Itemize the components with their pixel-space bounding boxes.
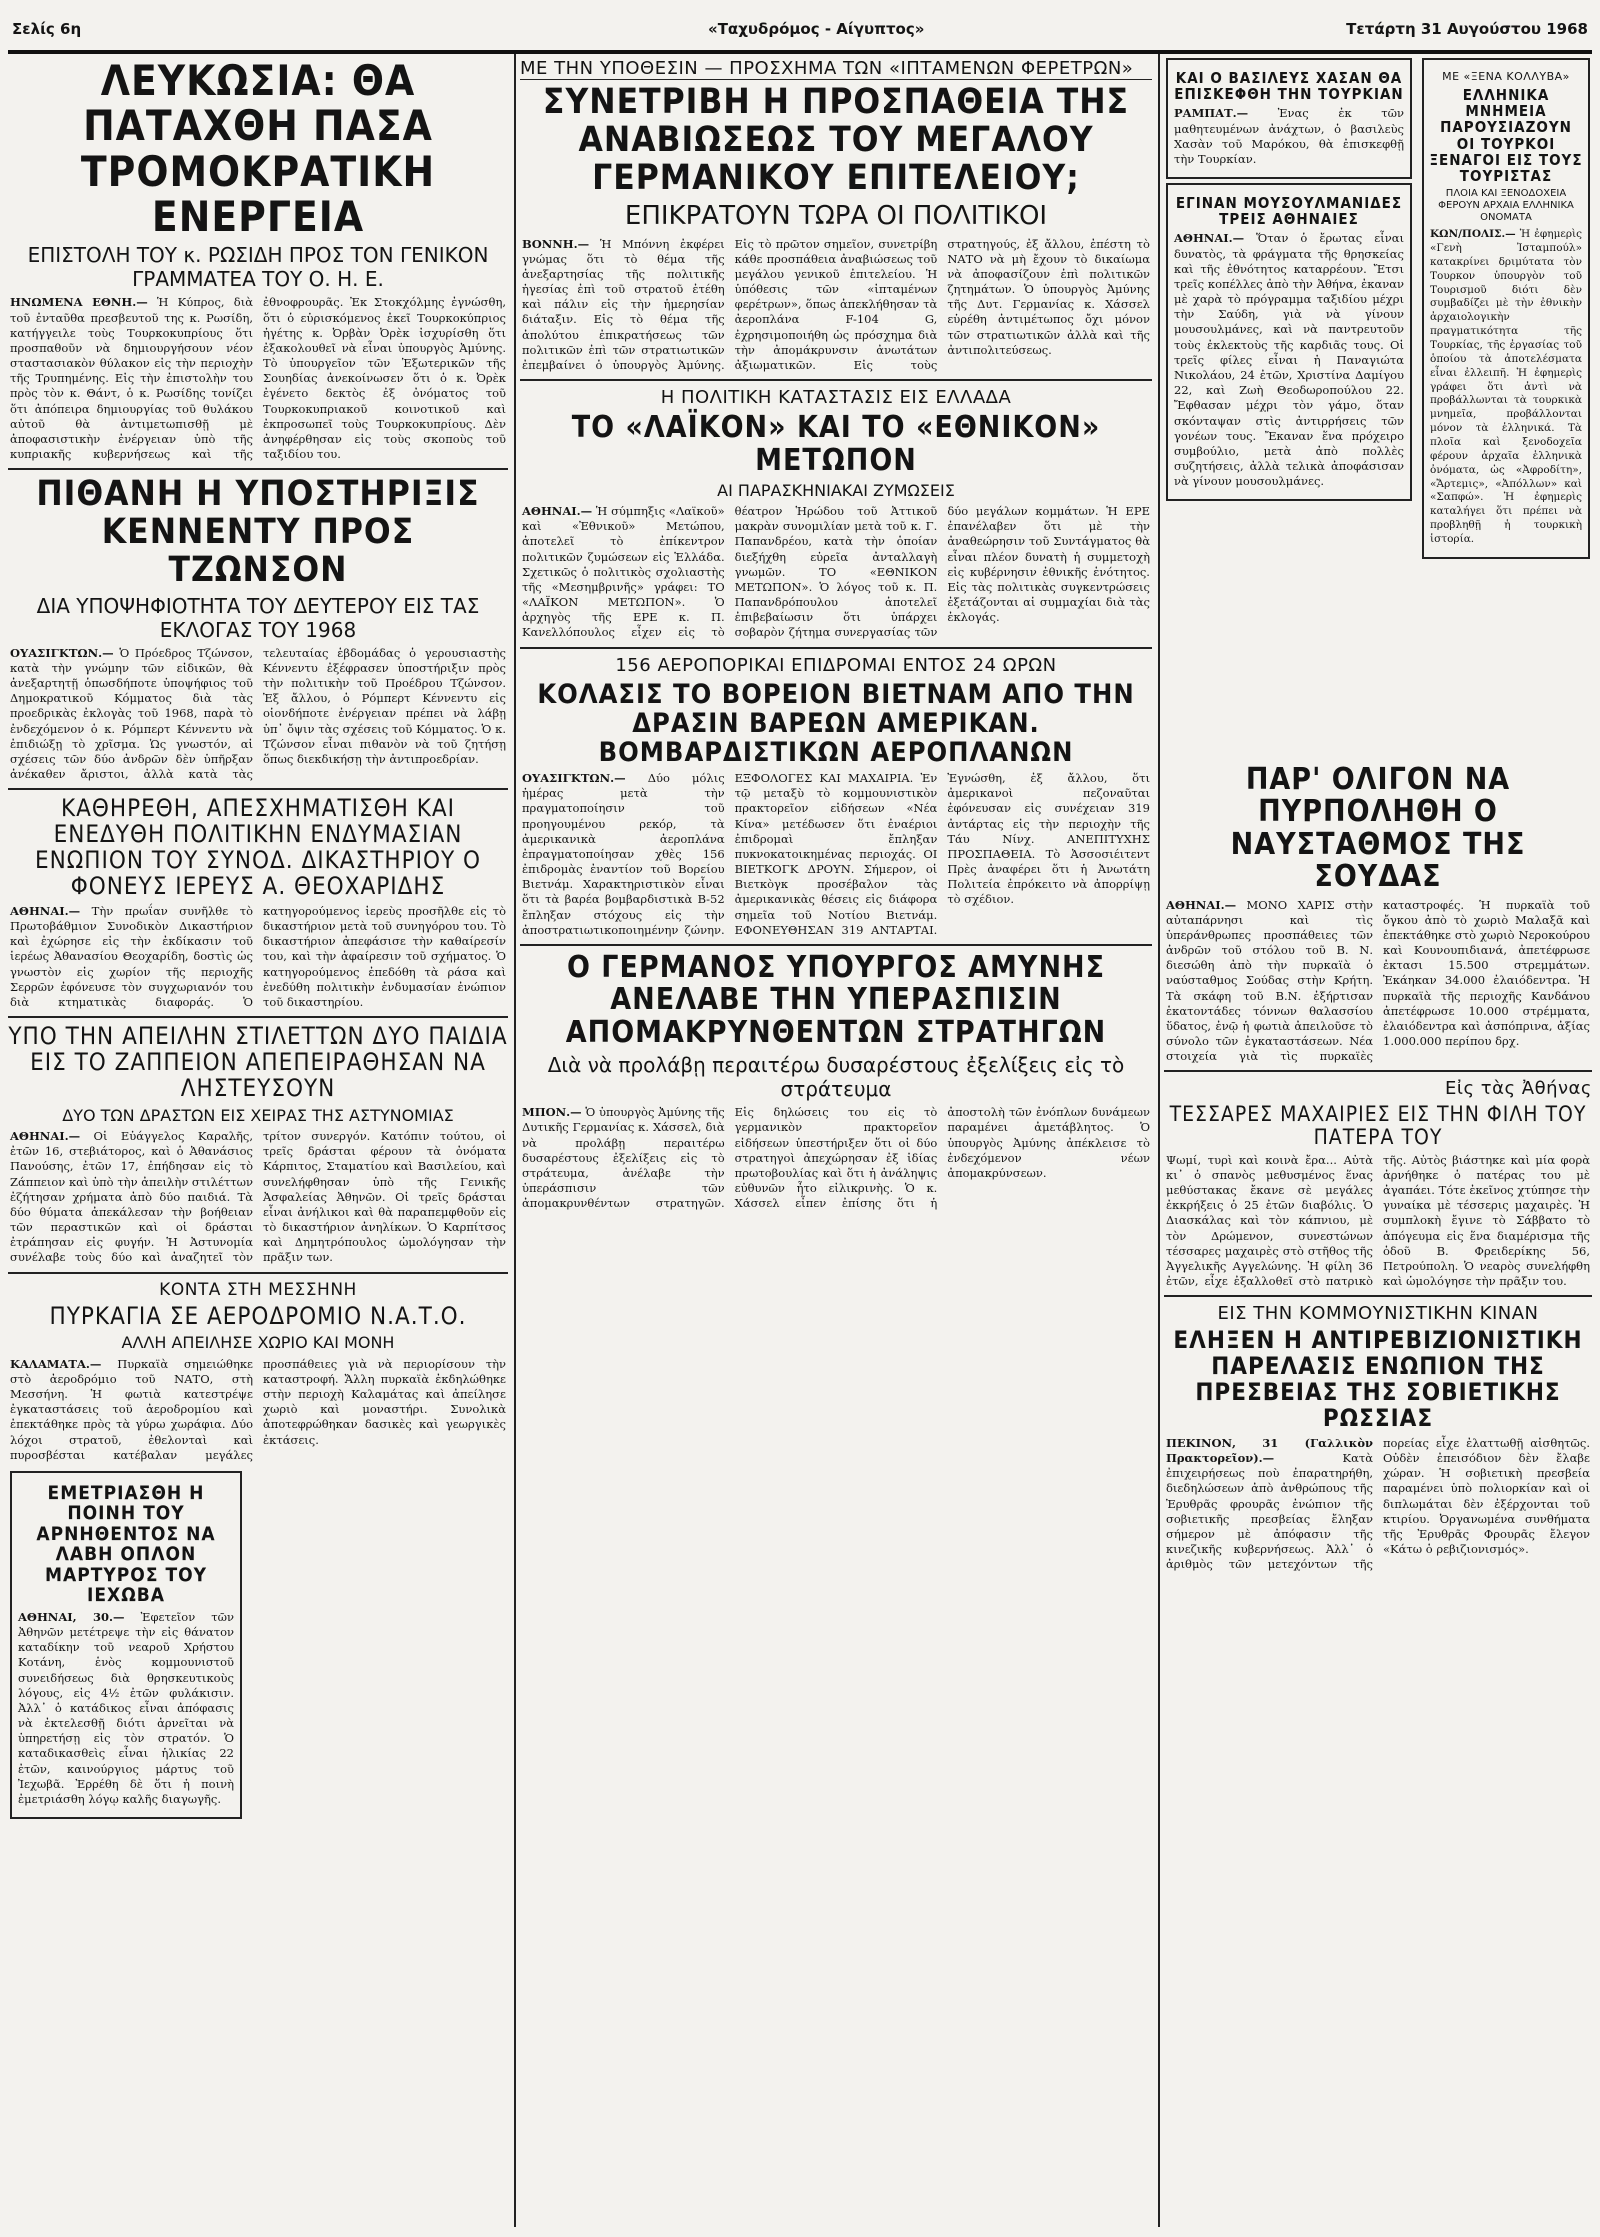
dateline: ΚΑΛΑΜΑΤΑ.—: [10, 1356, 102, 1371]
dateline: ΑΘΗΝΑΙ.—: [1166, 897, 1237, 912]
article-greek-politics: [520, 387, 1152, 641]
page-number: Σελίς 6η: [12, 20, 82, 38]
article-china: [1164, 1303, 1592, 1572]
subheadline: ΠΛΟΙΑ ΚΑΙ ΞΕΝΟΔΟΧΕΙΑ ΦΕΡΟΥΝ ΑΡΧΑΙΑ ΕΛΛΗΝΙΚΑ ΟΝΟΜΑΤΑ: [1438, 188, 1574, 224]
headline: ΛΕΥΚΩΣΙΑ: ΘΑ ΠΑΤΑΧΘΗ ΠΑΣΑ ΤΡΟΜΟΚΡΑΤΙΚΗ ΕΝΕΡΓΕΙΑ: [80, 56, 436, 242]
article-body: [1166, 1436, 1590, 1573]
headline: ΠΙΘΑΝΗ Η ΥΠΟΣΤΗΡΙΞΙΣ ΚΕΝΝΕΝΤΥ ΠΡΟΣ ΤΖΩΝΣΟΝ: [36, 474, 480, 590]
dateline: ΑΘΗΝΑΙ.—: [10, 903, 81, 918]
headline: ΕΜΕΤΡΙΑΣΘΗ Η ΠΟΙΝΗ ΤΟΥ ΑΡΝΗΘΕΝΤΟΣ ΝΑ ΛΑΒΗ ΟΠΛΟΝ ΜΑΡΤΥΡΟΣ ΤΟΥ ΙΕΧΩΒΑ: [36, 1481, 216, 1607]
kicker: 156 ΑΕΡΟΠΟΡΙΚΑΙ ΕΠΙΔΡΟΜΑΙ ΕΝΤΟΣ 24 ΩΡΩΝ: [615, 654, 1057, 676]
article-stabbing: [1164, 1078, 1592, 1289]
divider: [8, 468, 508, 470]
article-text: Ἡ σύμπηξις «Λαϊκοῦ» καὶ «Ἐθνικοῦ» Μετώπου, ἀποτελεῖ τὸ ἐπίκεντρον πολιτικῶν ζυμώσεων εἰς Ἑλλάδα. Σχετικῶς ὁ πολιτικὸς σχολιαστὴς τῆς «Μεσημβρινῆς» γράφει: ΤΟ «ΛΑΪΚΟΝ ΜΕΤΩΠΟΝ». Ὁ ἀρχηγὸς τῆς ΕΡΕ κ. Π. Κανελλόπουλος εἶχεν εἰς τὸ θέατρον Ἡρώδου τοῦ Ἀττικοῦ μακρὰν συνομιλίαν μετὰ τοῦ κ. Γ. Παπανδρέου, κατὰ τὴν ὁποίαν διεξήχθη εὐρεῖα ἀνταλλαγὴ γνωμῶν. ΤΟ «ΕΘΝΙΚΟΝ ΜΕΤΩΠΟΝ». Ὁ λόγος τοῦ κ. Π. Παπανδρόπουλου ἀποτελεῖ ἐπιβεβαίωσιν ὅτι ὑπάρχει σοβαρὸν ζήτημα συνεργασίας τῶν δύο μεγάλων κομμάτων. Ἡ ΕΡΕ ἐπανέλαβεν ὅτι μὲ τὴν ἀναθεώρησιν τοῦ Συντάγματος θὰ εἶναι πλέον δυνατὴ ἡ συμμετοχὴ εἰς κυβέρνησιν ἐθνικῆς ἑνότητος. Εἰς τὰς πολιτικὰς συγκεντρώσεις ἐξετάζονται αἱ συμμαχίαι διὰ τὰς ἐκλογάς.: [522, 504, 1150, 640]
article-body: [1174, 106, 1404, 167]
headline: ΚΟΛΑΣΙΣ ΤΟ ΒΟΡΕΙΟΝ ΒΙΕΤΝΑΜ ΑΠΟ ΤΗΝ ΔΡΑΣΙΝ ΒΑΡΕΩΝ ΑΜΕΡΙΚΑΝ. ΒΟΜΒΑΡΔΙΣΤΙΚΩΝ ΑΕΡΟΠΛΑΝΩΝ: [537, 678, 1135, 768]
article-text: Ὅταν ὁ ἔρωτας εἶναι δυνατὸς, τὰ φράγματα τῆς θρησκείας καὶ τῆς ἐθνότητος καταρρέουν. Ἔτσι τρεῖς κοπέλλες ἀπὸ τὴν Ἀθήνα, ἐκαναν μὲ χαρὰ τὸ πρόγραμμα ταξιδίου μέχρι τὴν Σαύδη, γιὰ νὰ γίνουν μουσουλμάνες, καὶ νὰ παντρευτοῦν τοὺς ἐκλεκτοὺς τῆς καρδιᾶς τους. Οἱ τρεῖς φίλες εἶναι ἡ Παναγιώτα Νικολάου, 24 ἐτῶν, Χριστίνα Δαμίγου 22, καὶ Ζωὴ Θεοδωροπούλου 22. Ἔφθασαν μέχρι τὸν γάμο, ὅταν σκόνταψαν στὶς ἀντιρρήσεις τῶν γονέων τους. Ἔκαναν ἕνα πρόχειρο συμβούλιο, μετὰ ἀπὸ πολλὲς συζητήσεις, ἀλλὰ τελικὰ ἀποφάσισαν νὰ γίνουν μουσουλμάνες.: [1174, 231, 1404, 489]
article-text: Οἱ Εὐάγγελος Καραλῆς, ἐτῶν 16, στεβιάτορος, καὶ ὁ Ἀθανάσιος Πανούσης, ἐτῶν 17, ἐπήδησαν εἰς τὸ Ζάππειον καὶ ὑπὸ τὴν ἀπειλὴν στιλέττων ἐζήτησαν χρήματα ἀπὸ δύο παιδιά. Τὰ δύο θύματα ἀπεκάλεσαν τὴν βοήθειαν τῶν περαστικῶν καὶ οἱ δράσται ἐτράπησαν εἰς φυγήν. Ἡ Ἀστυνομία συνέλαβε τοὺς δύο καὶ ἀναζητεῖ τὸν τρίτον συνεργόν. Κατόπιν τούτου, οἱ τρεῖς δράσται φέρουν τὰ ὀνόματα Κάρπιτος, Σταματίου καὶ Βασιλείου, καὶ συνελήφθησαν ὑπὸ τῆς Γενικῆς Ἀσφαλείας Ἀθηνῶν. Οἱ τρεῖς δράσται εἶναι ἀνήλικοι καὶ θὰ παραπεμφθοῦν εἰς τὸ δικαστήριον ἀνηλίκων. Ὁ Καρπίτσος καὶ Δημητρόπουλος ὡμολόγησαν τὴν πρᾶξιν των.: [10, 1129, 506, 1265]
dateline: ΒΟΝΝΗ.—: [522, 236, 590, 251]
article-text: Πυρκαϊὰ σημειώθηκε στὸ ἀεροδρόμιο τοῦ ΝΑΤΟ, στὴ Μεσσήνη. Ἡ φωτιὰ κατεστρέψε ἐγκαταστάσεις τοῦ ἀεροδρομίου καὶ ἐπεκτάθηκε πρὸς τὰ γύρω χωράφια. Δύο λόχοι στρατοῦ, ἐθελονταὶ καὶ πυροσβέσται κατέβαλαν μεγάλες προσπάθειες γιὰ νὰ περιορίσουν τὴν καταστροφή. Ἄλλη πυρκαϊὰ ἐκδηλώθηκε στὴν περιοχὴ Καλαμάτας καὶ ἀπείλησε χωριὸ καὶ μοναστήρι. Συνολικὰ ἀποτεφρώθηκαν δασικὲς καὶ γεωργικὲς ἐκτάσεις.: [10, 1356, 506, 1462]
article-body: [10, 1129, 506, 1266]
column-rule: [514, 54, 516, 2227]
article-body: [1166, 1153, 1590, 1290]
article-text: Ὁ ὑπουργὸς Ἀμύνης τῆς Δυτικῆς Γερμανίας κ. Χάσσελ, διὰ νὰ προλάβῃ περαιτέρω δυσαρέστους ἐξελίξεις εἰς τὸ στράτευμα, ἀνέλαβε τὴν ὑπεράσπισιν τῶν ἀπομακρυνθέντων στρατηγῶν. Εἰς δηλώσεις του εἰς τὸ γερμανικὸν πρακτορεῖον εἰδήσεων ὑπεστήριξεν ὅτι οἱ δύο στρατηγοὶ ἀπεχώρησαν ἐξ ἰδίας πρωτοβουλίας καὶ ὅτι ἡ ἀνάληψις εὐθυνῶν ἦτο εἰλικρινὴς. Ὁ κ. Χάσσελ εἶπεν ἐπίσης ὅτι ἡ ἀποστολὴ τῶν ἐνόπλων δυνάμεων παραμένει ἀμετάβλητος. Ὁ ὑπουργὸς Ἀμύνης ἀπέκλεισε τὸ ἐνδεχόμενον νέων ἀπομακρύνσεων.: [522, 1105, 1150, 1211]
dateline: ΠΕΚΙΝΟΝ, 31 (Γαλλικὸν Πρακτορεῖον).—: [1166, 1435, 1373, 1466]
article-vietnam: [520, 655, 1152, 938]
divider: [520, 944, 1152, 946]
headline: ΚΑΘΗΡΕΘΗ, ΑΠΕΣΧΗΜΑΤΙΣΘΗ ΚΑΙ ΕΝΕΔΥΘΗ ΠΟΛΙΤΙΚΗΝ ΕΝΔΥΜΑΣΙΑΝ ΕΝΩΠΙΟΝ ΤΟΥ ΣΥΝΟΔ. ΔΙΚΑΣΤΗΡΙΟΥ Ο ΦΟΝΕΥΣ ΙΕΡΕΥΣ Α. ΘΕΟΧΑΡΙΔΗΣ: [34, 794, 482, 900]
article-text: Ἡ Κύπρος, διὰ τοῦ ἐνταῦθα πρεσβευτοῦ της κ. Ρωσίδη, κατήγγειλε τοὺς Τουρκοκυπρίους ὅτι προσπαθοῦν νὰ δημιουργήσουν νέον σταστασιακὸν θύλακον εἰς τὴν περιοχὴν τῆς Τρυπημένης. Εἰς τὴν ἐπιστολὴν του πρὸς τὸν κ. Θάντ, ὁ κ. Ρωσίδης τονίζει ὅτι ἀπόπειρα δημιουργίας τοῦ θυλάκου αὐτοῦ θὰ ἀντιμετωπισθῇ μὲ ἀποφασιστικὴν ἐνέργειαν ὑπὸ τῆς κυπριακῆς κυβερνήσεως καὶ τῆς ἐθνοφρουρᾶς. Ἐκ Στοκχόλμης ἐγνώσθη, ὅτι ὁ εὐρισκόμενος ἐκεῖ Τουρκοκύπριος ἠγέτης κ. Ὀρβὰν Ὀρὲκ ἰσχυρίσθη ὅτι ἐξακολουθεῖ νὰ εἶναι ὑπουργὸς Ἀμύνης. Τὸ ὑπουργεῖον τῶν Ἐξωτερικῶν τῆς Σουηδίας ἀνεκοίνωσεν ὅτι ὁ κ. Ὀρὲκ ἐγένετο δεκτὸς ἐξ ὀνόματος τοῦ Τουρκοκυπριακοῦ κοινοτικοῦ καὶ ἐκπροσωπεῖ τοὺς Τουρκοκυπρίους. Δὲν ἀνηφέρθησαν εἰς τοὺς σκοποὺς τοῦ ταξιδίου του.: [10, 295, 506, 462]
article-body: [10, 1357, 506, 1463]
headline: ΣΥΝΕΤΡΙΒΗ Η ΠΡΟΣΠΑΘΕΙΑ ΤΗΣ ΑΝΑΒΙΩΣΕΩΣ ΤΟΥ ΜΕΓΑΛΟΥ ΓΕΡΜΑΝΙΚΟΥ ΕΠΙΤΕΛΕΙΟΥ;: [542, 82, 1130, 198]
subheadline: ΔΥΟ ΤΩΝ ΔΡΑΣΤΩΝ ΕΙΣ ΧΕΙΡΑΣ ΤΗΣ ΑΣΤΥΝΟΜΙΑΣ: [62, 1105, 454, 1125]
subheadline: ΑΛΛΗ ΑΠΕΙΛΗΣΕ ΧΩΡΙΟ ΚΑΙ ΜΟΝΗ: [121, 1333, 395, 1353]
article-body: [522, 237, 1150, 374]
dateline: ΑΘΗΝΑΙ.—: [10, 1129, 81, 1143]
kicker: ΜΕ «ΞΕΝΑ ΚΟΛΛΥΒΑ»: [1442, 70, 1570, 83]
kicker: ΜΕ ΤΗΝ ΥΠΟΘΕΣΙΝ — ΠΡΟΣΧΗΜΑ ΤΩΝ «ΙΠΤΑΜΕΝΩΝ ΦΕΡΕΤΡΩΝ»: [520, 58, 1152, 80]
article-body: [1174, 231, 1404, 489]
article-body: [18, 1610, 234, 1807]
article-body: [10, 295, 506, 462]
article-text: Ἐνας ἐκ τῶν μαθητευμένων ἀνάχτων, ὁ βασιλεὺς Χασὰν τοῦ Μαρόκου, θὰ ἐπισκεφθῇ τὴν Τουρκίαν.: [1174, 106, 1404, 166]
divider: [1164, 1070, 1592, 1072]
dateline: ΚΩΝ/ΠΟΛΙΣ.—: [1430, 228, 1516, 241]
column-rule: [1158, 54, 1160, 2227]
article-souda: [1164, 764, 1592, 1064]
article-muslim-converts: [1166, 183, 1412, 501]
article-text: Δύο μόλις ἡμέρας μετὰ τὴν πραγματοποίησιν τοῦ προηγουμένου ρεκόρ, τὰ ἀμερικανικὰ ἀεροπλάνα ἐπραγματοποίησαν χθὲς 156 ἐπιδρομὰς ἐναντίον τοῦ Βορείου Βιετνάμ. Χαρακτηριστικὸν εἶναι ὅτι τὰ βαρέα βομβαρδιστικὰ Β-52 ἔπληξαν στόχους εἰς τὴν ἀποστρατιωτικοποιημένην ζώνην. ΕΞΦΟΛΟΓΕΣ ΚΑΙ ΜΑΧΑΙΡΙΑ. Ἐν τῷ μεταξὺ τὸ κομμουνιστικὸν πρακτορεῖον εἰδήσεων «Νέα Κίνα» μετέδωσεν ὅτι ἐναέριοι ἐπιδρομαὶ ἔπληξαν πυκνοκατοικημένας περιοχάς. ΟΙ ΒΙΕΤΚΟΓΚ ΔΡΟΥΝ. Σήμερον, οἱ Βιετκὸγκ προσέβαλον τὰς ἀμερικανικὰς θέσεις εἰς διάφορα σημεῖα τοῦ Νοτίου Βιετνάμ. ΕΦΟΝΕΥΘΗΣΑΝ 319 ΑΝΤΑΡΤΑΙ. Ἐγνώσθη, ἐξ ἄλλου, ὅτι ἀμερικανοὶ πεζοναῦται ἐφόνευσαν εἰς συνέχειαν 319 ἀντάρτας εἰς τὴν περιοχὴν τῆς Τάυ Νίνχ. ΑΝΕΠΙΤΥΧΗΣ ΠΡΟΣΠΑΘΕΙΑ. Τὸ Ἀσσοσιέιτεντ Πρὲς ἀναφέρει ὅτι ἡ Ἀνωτάτη Πολιτεία ἐπρόκειτο νὰ ἀπορρίψῃ τὸ σχέδιον.: [522, 771, 1150, 937]
article-text: Κατὰ ἐπιχειρήσεως ποὺ ἐπαρατηρήθη, διεδηλώσεων ἀπὸ ἀνθρώπους τῆς Ἐρυθρᾶς φρουρᾶς ἐνώπιον τῆς σοβιετικῆς πρεσβείας ἔληξαν σήμερον μὲ ἀπόφασιν τῆς κινεζικῆς κυβερνήσεως. Ἀλλ᾽ ὁ ἀριθμὸς τῶν μετεχόντων τῆς πορείας εἶχε ἐλαττωθῇ αἰσθητῶς. Οὐδὲν ἐπεισόδιον δὲν ἔλαβε χώραν. Ἡ σοβιετικὴ πρεσβεία παραμένει ὑπὸ πολιορκίαν καὶ οἱ διπλωμάται δὲν ἐξέρχονται τοῦ κτιρίου. Ὀργανωμένα συνθήματα τῆς Ἐρυθρᾶς Φρουρᾶς ἔλεγον «Κάτω ὁ ρεβιζιονισμός».: [1166, 1435, 1590, 1572]
column-left: [8, 54, 508, 2227]
dateline: ΟΥΑΣΙΓΚΤΩΝ.—: [522, 771, 626, 786]
article-nato-fire: [8, 1280, 508, 1463]
divider: [1164, 1295, 1592, 1297]
paper-name: «Ταχυδρόμος - Αίγυπτος»: [708, 20, 925, 38]
kicker: ΕΙΣ ΤΗΝ ΚΟΜΜΟΥΝΙΣΤΙΚΗΝ ΚΙΝΑΝ: [1217, 1303, 1539, 1325]
article-german-staff: [520, 58, 1152, 373]
divider: [520, 647, 1152, 649]
column-right-wide: [1164, 760, 1592, 2227]
subheadline: ΕΠΙΚΡΑΤΟΥΝ ΤΩΡΑ ΟΙ ΠΟΛΙΤΙΚΟΙ: [624, 201, 1048, 232]
subheadline: ΕΠΙΣΤΟΛΗ ΤΟΥ κ. ΡΩΣΙΔΗ ΠΡΟΣ ΤΟΝ ΓΕΝΙΚΟΝ ΓΡΑΜΜΑΤΕΑ ΤΟΥ Ο. Η. Ε.: [27, 243, 489, 292]
article-text: Ψωμί, τυρὶ καὶ κοινὰ ἔρα... Αὐτὰ κι᾽ ὁ σπανὸς μεθυσμένος ἕνας μεθύστακας ἔκανε σὲ μεγάλες ἐκκρήξεις ὁ 25 ἐτῶν διαβόλις. Ὁ Διασκάλας καὶ τὸν κάπνιου, μὲ τὸν Δρώμενον, συνεστώνων τέσσαρες μαχαιρὲς στὸ στῆθος τῆς Ἀγγελικῆς Αγγελώνης. Ἡ φίλη 36 ἐτῶν, εἶχε ἐξαλλοθεῖ στὸ πατρικὸ τῆς. Αὐτὸς βιάστηκε καὶ μία φορὰ ἀρνήθηκε ὁ πατέρας του μὲ ἀγαπάει. Τότε ἐκεῖνος χτύπησε τὴν γυναίκα μὲ τέσσερις μαχαιρὲς. Ἡ συμπλοκὴ ἔγινε τὸ Σάββατο τὸ ἀπόγευμα εἰς ἕνα διαμέρισμα τῆς ὁδοῦ Β. Φρειδερίκης 56, Πετρούπολη. Ὁ νεαρὸς συνελήφθη καὶ ὡμολόγησε τὴν πρᾶξιν του.: [1166, 1152, 1590, 1289]
dateline: ΗΝΩΜΕΝΑ ΕΘΝΗ.—: [10, 295, 148, 310]
headline: Ο ΓΕΡΜΑΝΟΣ ΥΠΟΥΡΓΟΣ ΑΜΥΝΗΣ ΑΝΕΛΑΒΕ ΤΗΝ ΥΠΕΡΑΣΠΙΣΙΝ ΑΠΟΜΑΚΡΥΝΘΕΝΤΩΝ ΣΤΡΑΤΗΓΩΝ: [565, 950, 1107, 1050]
headline: ΕΓΙΝΑΝ ΜΟΥΣΟΥΛΜΑΝΙΔΕΣ ΤΡΕΙΣ ΑΘΗΝΑΙΕΣ: [1175, 194, 1403, 229]
article-body: [1430, 228, 1582, 547]
article-body: [522, 504, 1150, 641]
kicker: ΚΟΝΤΑ ΣΤΗ ΜΕΣΣΗΝΗ: [159, 1279, 357, 1300]
dateline: ΑΘΗΝΑΙ, 30.—: [18, 1609, 125, 1624]
headline: ΚΑΙ Ο ΒΑΣΙΛΕΥΣ ΧΑΣΑΝ ΘΑ ΕΠΙΣΚΕΦΘΗ ΤΗΝ ΤΟΥΡΚΙΑΝ: [1174, 69, 1404, 104]
article-cyprus: [8, 58, 508, 462]
dateline: ΟΥΑΣΙΓΚΤΩΝ.—: [10, 645, 114, 660]
headline: ΤΕΣΣΑΡΕΣ ΜΑΧΑΙΡΙΕΣ ΕΙΣ ΤΗΝ ΦΙΛΗ ΤΟΥ ΠΑΤΕΡΑ ΤΟΥ: [1169, 1102, 1587, 1150]
article-body: [10, 904, 506, 1010]
column-center: [520, 54, 1152, 2227]
kicker: Εἰς τὰς Ἀθήνας: [1445, 1078, 1592, 1100]
divider: [8, 1272, 508, 1274]
article-jehovah: [10, 1471, 242, 1819]
divider: [520, 379, 1152, 381]
headline: ΥΠΟ ΤΗΝ ΑΠΕΙΛΗΝ ΣΤΙΛΕΤΤΩΝ ΔΥΟ ΠΑΙΔΙΑ ΕΙΣ ΤΟ ΖΑΠΠΕΙΟΝ ΑΠΕΠΕΙΡΑΘΗΣΑΝ ΝΑ ΛΗΣΤΕΥΣΟΥΝ: [8, 1022, 508, 1102]
divider: [8, 788, 508, 790]
subheadline: ΑΙ ΠΑΡΑΣΚΗΝΙΑΚΑΙ ΖΥΜΩΣΕΙΣ: [717, 480, 955, 500]
article-body: [522, 1105, 1150, 1211]
dateline: ΑΘΗΝΑΙ.—: [1174, 231, 1245, 246]
article-text: Ἐφετεῖον τῶν Ἀθηνῶν μετέτρεψε τὴν εἰς θάνατον καταδίκην τοῦ νεαροῦ Χρήστου Κοτάνη, ἑνὸς κομμουνιστοῦ συνειδήσεως διὰ θρησκευτικοὺς λόγους, εἰς 4½ ἐτῶν φυλάκισιν. Ἀλλ᾽ ὁ κατάδικος εἶναι ἀπόφασις νὰ ἐκτελεσθῇ διότι ἀρνεῖται νὰ ὑπηρετήσῃ εἰς τὸν στρατόν. Ὁ καταδικασθεὶς εἶναι ἡλικίας 22 ἐτῶν, καινούργιος μάρτυς τοῦ Ἰεχωβᾶ. Ἐρρέθη δὲ ὅτι ἡ ποινὴ ἐμετριάσθη λόγῳ καλῆς διαγωγῆς.: [18, 1609, 235, 1806]
article-text: Ἡ ἐφημερὶς «Γενὴ Ἰσταμπούλ» κατακρίνει δριμύτατα τὸν Τουρκον ὑπουργὸν τοῦ Τουρισμοῦ διότι δὲν συμβαδίζει μὲ τὴν ἐθνικὴν ἀρχαιολογικὴν πραγματικότητα τῆς Τουρκίας, τῆς ἐργασίας τοῦ ὁποίου τὰ ἀποτελέσματα εἶναι ἐλλειπῆ. Ἡ ἐφημερὶς γράφει ὅτι ἀντὶ νὰ προβάλλωνται τὰ τουρκικὰ μνημεῖα, προβάλλονται μόνον τὰ ἑλληνικά. Τὰ πλοῖα καὶ ξενοδοχεῖα φέρουν ἀρχαῖα ἑλληνικὰ ὀνόματα, ὡς «Ἀφροδίτη», «Ἄρτεμις», «Ἀπόλλων» καὶ «Σαπφώ». Ἡ ἐφημερὶς καταλήγει ὅτι πρέπει νὰ προβληθῇ ἡ τουρκικὴ ἱστορία.: [1430, 228, 1583, 546]
article-zappeion: [8, 1024, 508, 1265]
masthead: [8, 6, 1592, 54]
article-turkish-guides: [1422, 58, 1590, 559]
headline: ΕΛΛΗΝΙΚΑ ΜΝΗΜΕΙΑ ΠΑΡΟΥΣΙΑΖΟΥΝ ΟΙ ΤΟΥΡΚΟΙ ΞΕΝΑΓΟΙ ΕΙΣ ΤΟΥΣ ΤΟΥΡΙΣΤΑΣ: [1429, 86, 1583, 185]
dateline: ΡΑΜΠΑΤ.—: [1174, 106, 1249, 121]
article-priest: [8, 796, 508, 1010]
dateline: ΜΠΟΝ.—: [522, 1105, 582, 1120]
kicker: Η ΠΟΛΙΤΙΚΗ ΚΑΤΑΣΤΑΣΙΣ ΕΙΣ ΕΛΛΑΔΑ: [660, 387, 1012, 409]
article-text: ΜΟΝΟ ΧΑΡΙΣ στὴν αὐταπάρνησι καὶ τὶς ὑπεράνθρωπες προσπάθειες τῶν ἀνδρῶν τοῦ στόλου τοῦ Β. Ν. διεσώθη ἀπὸ τὴν πυρκαϊὰ ὁ ναύσταθμος Σούδας στὴν Κρήτη. Τὰ σκάφη τοῦ Β.Ν. ἐξήρτισαν ἑκατοντάδες τόννων θαλασσίου ὕδατος, ἐνῷ ἡ φωτιὰ ἀπειλοῦσε τὸ σύνολο τῶν ἐγκαταστάσεων. Νέα στοιχεία γιὰ τὶς πυρκαϊὲς καταστροφές. Ἡ πυρκαϊὰ τοῦ ὄγκου ἀπὸ τὸ χωριὸ Μαλαξᾶ καὶ ἐπεκτάθηκε στὸ χωριὸ Νεροκούρου καὶ Κουνουπιδιανά, ἀπετέφρωσε ἐκτασι 15.500 στρεμμάτων. Ἐκάηκαν 34.000 ἐλαιόδεντρα. Ἡ πυρκαϊὰ τῆς περιοχῆς Κανδάνου ἀπετέφρωσε 10.000 στρέμματα, ἐλαιόδεντρα καὶ ἀσπόπρινα, ἀξίας 1.000.000 περίπου δρχ.: [1166, 897, 1590, 1064]
article-german-minister: [520, 952, 1152, 1211]
article-text: Τὴν πρωΐαν συνῆλθε τὸ Πρωτοβάθμιον Συνοδικὸν Δικαστήριον καὶ ἐχώρησε εἰς τὴν ἐκδίκασιν τοῦ ἱερέως Ἀθανασίου Θεοχαρίδη, δοστὶς ὡς γνωστὸν εἰς χωρίον τῆς περιοχῆς Σερρῶν ἐφόνευσε τὸν συγχωριανόν του διὰ κτηματικὰς διαφοράς. Ὁ κατηγορούμενος ἱερεὺς προσῆλθε εἰς τὸ δικαστήριον μετὰ τοῦ συνηγόρου του. Τὸ δικαστήριον ἀπεφάσισε τὴν καθαίρεσίν του, καὶ τὴν ἀφαίρεσιν τοῦ σχήματος. Ὁ κατηγορούμενος ἐπεδόθη τὰ ράσα καὶ ἐνεδύθη πολιτικὴν ἐνδυμασίαν ἐνώπιον τοῦ δικαστηρίου.: [10, 903, 506, 1009]
headline: ΠΑΡ' ΟΛΙΓΟΝ ΝΑ ΠΥΡΠΟΛΗΘΗ Ο ΝΑΥΣΤΑΘΜΟΣ ΤΗΣ ΣΟΥΔΑΣ: [1230, 762, 1526, 895]
issue-date: Τετάρτη 31 Αυγούστου 1968: [1346, 20, 1588, 38]
headline: ΤΟ «ΛΑΪΚΟΝ» ΚΑΙ ΤΟ «ΕΘΝΙΚΟΝ» ΜΕΤΩΠΟΝ: [571, 410, 1101, 478]
subheadline: Διὰ νὰ προλάβῃ περαιτέρω δυσαρέστους ἐξελίξεις εἰς τὸ στράτευμα: [547, 1053, 1125, 1102]
article-body: [10, 646, 506, 783]
article-king-hassan: [1166, 58, 1412, 179]
subheadline: ΔΙΑ ΥΠΟΨΗΦΙΟΤΗΤΑ ΤΟΥ ΔΕΥΤΕΡΟΥ ΕΙΣ ΤΑΣ ΕΚΛΟΓΑΣ ΤΟΥ 1968: [36, 593, 480, 642]
headline: ΕΛΗΞΕΝ Η ΑΝΤΙΡΕΒΙΖΙΟΝΙΣΤΙΚΗ ΠΑΡΕΛΑΣΙΣ ΕΝΩΠΙΟΝ ΤΗΣ ΠΡΕΣΒΕΙΑΣ ΤΗΣ ΣΟΒΙΕΤΙΚΗΣ ΡΩΣΣΙΑΣ: [1173, 1326, 1583, 1433]
article-text: Ἡ Μπόννη ἐκφέρει γνώμας ὅτι τὸ θέμα τῆς ἀνεξαρτησίας τῆς πολιτικῆς ἡγεσίας ἐπὶ τοῦ στρατοῦ ἐτέθη καὶ πάλιν εἰς τὴν ἡμερησίαν διάταξιν. Εἰς τὸ θέμα τῆς ἀπολύτου ἐπικρατήσεως τῶν πολιτικῶν ἐπὶ τῶν στρατιωτικῶν ἐπεμβαίνει ὁ ὑπουργὸς Ἀμύνης. Εἰς τὸ πρῶτον σημεῖον, συνετρίβη κάθε προσπάθεια ἀναβιώσεως τοῦ μεγάλου γενικοῦ ἐπιτελείου. Ἡ ὑπόθεσις τῶν «ἱπταμένων φερέτρων», ὅπως ἀπεκλήθησαν τὰ ἀεροπλάνα F-104 G, ἐχρησιμοποιήθη ὡς πρόσχημα διὰ τὴν ἀπομάκρυνσιν ἀνωτάτων ἀξιωματικῶν. Εἰς τοὺς στρατηγούς, ἐξ ἄλλου, ἐπέστη τὸ ΝΑΤΟ νὰ μὴ ἔχουν τὸ δικαίωμα νὰ ἀποφασίζουν ἐπὶ πολιτικῶν ζητημάτων. Ὁ ὑπουργὸς Ἀμύνης τῆς Δυτ. Γερμανίας κ. Χάσσελ εὑρέθη ἀντιμέτωπος ὄχι μόνον τῶν στρατιωτικῶν ἀλλὰ καὶ τῆς ἀντιπολιτεύσεως.: [522, 236, 1150, 372]
article-body: [522, 771, 1150, 938]
dateline: ΑΘΗΝΑΙ.—: [522, 504, 593, 519]
article-kennedy: [8, 476, 508, 782]
divider: [8, 1016, 508, 1018]
article-body: [1166, 898, 1590, 1065]
headline: ΠΥΡΚΑΓΙΑ ΣΕ ΑΕΡΟΔΡΟΜΙΟ Ν.Α.Τ.Ο.: [49, 1301, 467, 1330]
article-text: Ὁ Πρόεδρος Τζώνσον, κατὰ τὴν γνώμην τῶν εἰδικῶν, θὰ ἀνεξαρτητῇ ὁπωσδήποτε ὑποψήφιος τοῦ Δημοκρατικοῦ Κόμματος διὰ τὰς προεδρικὰς ἐκλογὰς τοῦ 1968, παρὰ τὸ ἐνδεχόμενον ὁ κ. Ρόμπερτ Κέννεντυ νὰ ἐπιδιώξῃ τὸ χρῖσμα. Ὡς γνωστόν, αἱ σχέσεις τῶν δύο ἀνδρῶν δὲν ὑπῆρξαν ἀνέκαθεν ἄριστοι, ἀλλὰ κατὰ τὰς τελευταίας ἑβδομάδας ὁ γερουσιαστὴς Κέννεντυ ἐξέφρασεν ὑποστήριξιν πρὸς τὴν πολιτικὴν τοῦ Προέδρου Τζώνσον. Ἐξ ἄλλου, ὁ Ρόμπερτ Κέννεντυ εἰς οἱονδήποτε ἐνέργειαν πρέπει νὰ λάβῃ ὑπ᾽ ὄψιν τὰς σχέσεις τοῦ Κόμματος. Ὁ κ. Τζώνσον εἶναι πιθανὸν νὰ τοῦ ζητήσῃ ὅπως διεκδικήσῃ τὴν ἀντιπροεδρίαν.: [10, 645, 506, 782]
